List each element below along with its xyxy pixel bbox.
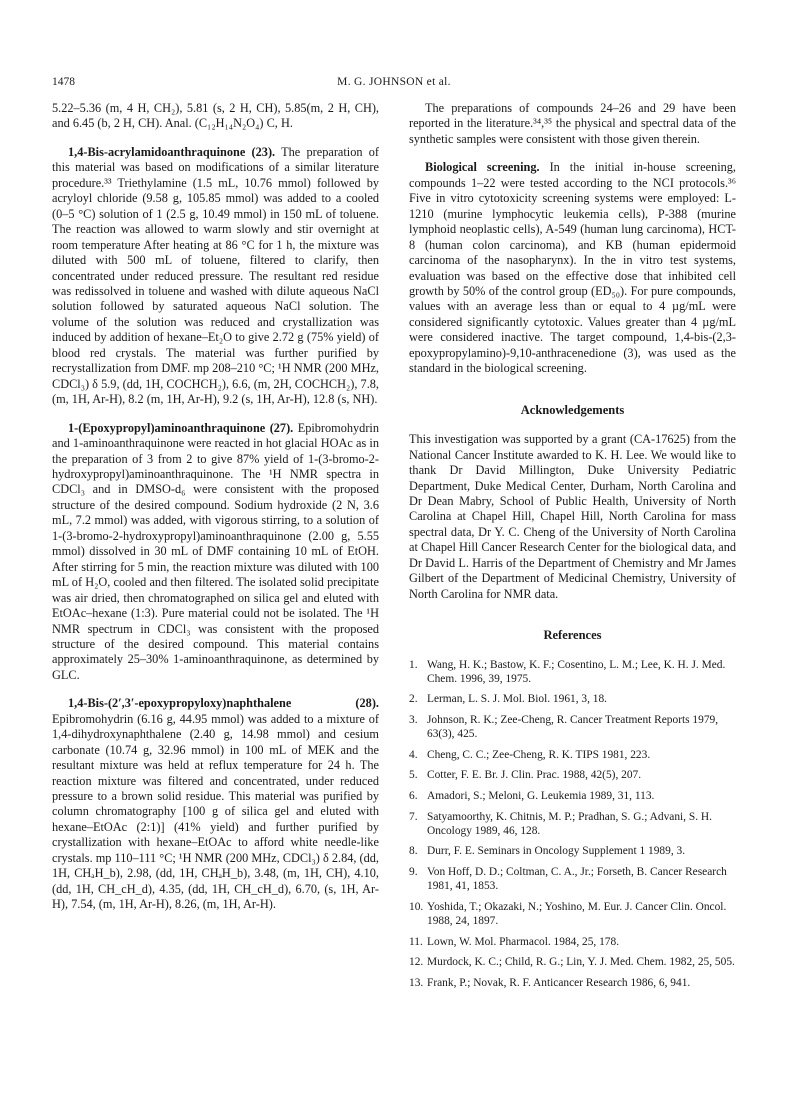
reference-item (409, 768, 736, 782)
paragraph-compound-23 (52, 145, 379, 408)
reference-number: 5. (409, 769, 418, 782)
reference-item (409, 692, 736, 706)
reference-item (409, 976, 736, 990)
reference-text: Wang, H. K.; Bastow, K. F.; Cosentino, L. M.; Lee, K. H. J. Med. Chem. 1996, 39, 1975. (427, 658, 726, 685)
reference-number: 7. (409, 810, 418, 823)
acknowledgements-body: This investigation was supported by a grant (CA-17625) from the National Cancer Institute awarded to K. H. Lee. We would like to thank Dr David Millington, Duke University Pediatric Department, Duke Medical Center, Durham, North Carolina and Dr Dean Mabry, School of Public Health, University of North Carolina at Chapel Hill, Chapel Hill, North Carolina for mass spectral data, Dr Y. C. Cheng of the University of North Carolina at Chapel Hill Cancer Research Center for the biological data, and Dr David L. Harris of the Department of Chemistry and Mr James Gilbert of the Department of Medicinal Chemistry, University of North Carolina for NMR data. (409, 432, 736, 601)
compound-27-heading: 1-(Epoxypropyl)aminoanthraquinone (27). (68, 420, 294, 435)
reference-text: Cheng, C. C.; Zee-Cheng, R. K. TIPS 1981, 223. (427, 748, 651, 761)
running-head: M. G. JOHNSON et al. (337, 76, 451, 88)
reference-number: 11. (409, 935, 423, 948)
compound-28-body: Epibromohydrin (6.16 g, 44.95 mmol) was added to a mixture of 1,4-dihydroxynaphthalene (2.40 g, 14.98 mmol) and cesium carbonate (10.74 g, 32.96 mmol) in 100 mL of MEK and the resultant mixture was held at reflux temperature for 24 h. The reaction mixture was filtered and concentrated, under reduced pressure to a brown solid residue. This material was purified by column chromatography [100 g of silica gel and eluted with hexane–EtOAc (2:1)] (41% yield) and further purified by crystallization with hexane–EtOAc to afford white needle-like crystals. mp 110–111 °C; ¹H NMR (200 MHz, CDCl₃) δ 2.84, (dd, 1H, CHₐH_b), 2.98, (dd, 1H, CHₐH_b), 3.48, (m, 1H, CH), 4.10, (dd, 1H, CH_cH_d), 4.35, (dd, 1H, CH_cH_d), 6.70, (s, 1H, Ar-H), 7.54, (m, 1H, Ar-H), 8.26, (m, 1H, Ar-H). (52, 711, 379, 912)
reference-item (409, 865, 736, 893)
reference-text: Lown, W. Mol. Pharmacol. 1984, 25, 178. (427, 935, 620, 948)
reference-item (409, 844, 736, 858)
paragraph-compound-27 (52, 421, 379, 684)
reference-text: Lerman, L. S. J. Mol. Biol. 1961, 3, 18. (427, 693, 608, 706)
paragraph-biological-screening (409, 160, 736, 376)
paragraph-preparations: The preparations of compounds 24–26 and 29 have been reported in the literature.³⁴,³⁵ the physical and spectral data of the synthetic samples were consistent with those given therein. (409, 101, 736, 146)
acknowledgements-title: Acknowledgements (520, 402, 625, 417)
reference-number: 6. (409, 789, 418, 802)
references-title: References (543, 628, 602, 643)
reference-text: Frank, P.; Novak, R. F. Anticancer Research 1986, 6, 941. (427, 976, 691, 989)
reference-item (409, 748, 736, 762)
reference-text: Satyamoorthy, K. Chitnis, M. P.; Pradhan, S. G.; Advani, S. H. Oncology 1989, 46, 128. (427, 810, 712, 837)
reference-number: 4. (409, 748, 418, 761)
reference-number: 1. (409, 658, 418, 671)
reference-number: 12. (409, 956, 424, 969)
reference-text: Durr, F. E. Seminars in Oncology Supplement 1 1989, 3. (427, 845, 686, 858)
references-list (409, 658, 736, 990)
reference-text: Johnson, R. K.; Zee-Cheng, R. Cancer Treatment Reports 1979, 63(3), 425. (427, 713, 719, 741)
reference-text: Yoshida, T.; Okazaki, N.; Yoshino, M. Eur. J. Cancer Clin. Oncol. 1988, 24, 1897. (427, 900, 727, 927)
compound-23-body: The preparation of this material was based on modifications of a similar literature procedure.³³ Triethylamine (1.5 mL, 10.76 mmol) followed by acryloyl chloride (9.58 g, 105.85 mmol) was added to a cooled (0–5 °C) solution of 1 (2.5 g, 10.49 mmol) in 150 mL of toluene. The reaction was allowed to warm slowly and stir overnight at room temperature After heating at 86 °C for 1 h, the mixture was diluted with 500 mL of toluene, filtered to clarify, then concentrated under reduced pressure. The resultant red residue was redissolved in toluene and washed with dilute aqueous NaCl solution followed by saturated aqueous NaCl solution. The volume of the solution was reduced and crystallization was induced by addition of hexane–Et₂O to give 2.72 g (75% yield) of blood red crystals. The material was further purified by recrystallization from DMF. mp 208–210 °C; ¹H NMR (200 MHz, CDCl₃) δ 5.9, (dd, 1H, COCHCH₂), 6.6, (m, 2H, COCHCH₂), 7.8, (m, 1H, Ar-H), 8.2 (m, 1H, Ar-H), 9.2 (s, 1H, Ar-H), 12.8 (s, NH). (52, 144, 379, 407)
reference-item (409, 900, 736, 928)
reference-item (409, 713, 736, 741)
page-header (52, 76, 736, 92)
reference-text: Cotter, F. E. Br. J. Clin. Prac. 1988, 42(5), 207. (427, 769, 642, 782)
left-column (52, 101, 379, 926)
right-column (409, 101, 736, 996)
reference-item (409, 935, 736, 949)
paragraph-compound-28 (52, 696, 379, 912)
compound-27-body: Epibromohydrin and 1-aminoanthraquinone were reacted in hot glacial HOAc as in the preparation of 3 from 2 to give 87% yield of 1-(3-bromo-2-hydroxypropyl)aminoanthraquinone. The ¹H NMR spectra in CDCl₃ and in DMSO-d₆ were consistent with the proposed structure of the desired compound. Sodium hydroxide (2 N, 3.6 mL, 7.2 mmol) was added, with vigorous stirring, to a solution of 1-(3-bromo-2-hydroxypropyl)aminoanthraquinone (2.00 g, 5.55 mmol) dissolved in 30 mL of DMF containing 10 mL of EtOH. After stirring for 5 min, the reaction mixture was diluted with 100 mL of H₂O, cooled and then filtered. The isolated solid precipitate was air dried, then chromatographed on silica gel and eluted with EtOAc–hexane (1:3). Pure material could not be isolated. The ¹H NMR spectrum in CDCl₃ was consistent with the proposed structure of the desired compound. This material contains approximately 25–30% 1-aminoanthraquinone, as determined by GLC. (52, 420, 379, 682)
reference-item (409, 658, 736, 686)
compound-28-heading: 1,4-Bis-(2′,3′-epoxypropyloxy)naphthalene (28). (68, 696, 379, 711)
reference-number: 10. (409, 900, 424, 913)
reference-text: Murdock, K. C.; Child, R. G.; Lin, Y. J. Med. Chem. 1982, 25, 505. (427, 956, 735, 969)
reference-number: 2. (409, 693, 418, 706)
biological-screening-heading: Biological screening. (425, 160, 540, 175)
reference-number: 8. (409, 845, 418, 858)
reference-text: Von Hoff, D. D.; Coltman, C. A., Jr.; Forseth, B. Cancer Research 1981, 41, 1853. (427, 865, 727, 893)
biological-screening-body: In the initial in-house screening, compounds 1–22 were tested according to the NCI protocols.³⁶ Five in vitro cytotoxicity screening systems were employed: L-1210 (murine lymphocytic leukemia cells), P-388 (murine lymphoid neoplastic cells), A-549 (human lung carcinoma), HCT-8 (human colon carcinoma), and KB (human epidermoid carcinoma of the nasopharynx). In the in vitro test systems, evaluation was based on the effective dose that inhibited cell growth by 50% of the control group (ED₅₀). For pure compounds, values with an average less than or equal to 4 µg/mL were considered significantly cytotoxic. Values greater than 4 µg/mL were considered inactive. The target compound, 1,4-bis-(2,3-epoxypropylamino)-9,10-anthracenedione (3), was used as the standard in the biological screening. (409, 160, 736, 376)
reference-text: Amadori, S.; Meloni, G. Leukemia 1989, 31, 113. (427, 789, 655, 802)
reference-item (409, 789, 736, 803)
reference-number: 13. (409, 976, 424, 989)
compound-23-heading: 1,4-Bis-acrylamidoanthraquinone (23). (68, 144, 276, 159)
reference-item (409, 955, 736, 969)
reference-number: 9. (409, 865, 418, 878)
reference-item (409, 810, 736, 838)
reference-number: 3. (409, 713, 418, 726)
page-number: 1478 (52, 76, 75, 88)
continuation-paragraph: 5.22–5.36 (m, 4 H, CH₂), 5.81 (s, 2 H, CH), 5.85(m, 2 H, CH), and 6.45 (b, 2 H, CH). Anal. (C₁₂H₁₄N₂O₄) C, H. (52, 101, 379, 131)
